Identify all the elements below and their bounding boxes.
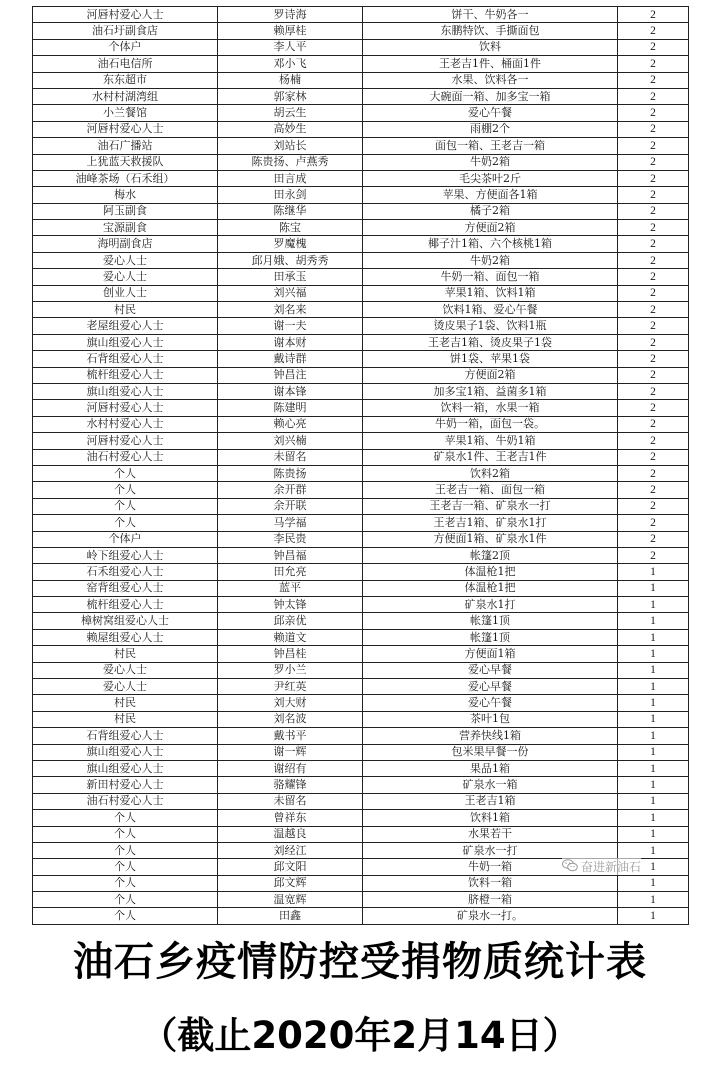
donor-org-cell: 新田村爱心人士 <box>33 777 218 793</box>
donor-org-cell: 爱心人士 <box>33 679 218 695</box>
donated-items-cell: 方便面2箱 <box>363 367 618 383</box>
donor-org-cell: 个人 <box>33 859 218 875</box>
donated-items-cell: 水果、饮料各一 <box>363 72 618 88</box>
donated-items-cell: 脐橙一箱 <box>363 892 618 908</box>
donor-org-cell: 上犹蓝天救援队 <box>33 154 218 170</box>
donor-name-cell: 谢绍有 <box>218 760 363 776</box>
table-row <box>33 498 689 514</box>
table-row <box>33 187 689 203</box>
donor-name-cell: 邱文辉 <box>218 875 363 891</box>
donated-items-cell: 矿泉水一打 <box>363 842 618 858</box>
table-row <box>33 482 689 498</box>
table-row <box>33 285 689 301</box>
donor-org-cell: 个人 <box>33 892 218 908</box>
count-cell: 2 <box>618 88 689 104</box>
donor-org-cell: 村民 <box>33 646 218 662</box>
donor-name-cell: 温越良 <box>218 826 363 842</box>
donated-items-cell: 包米果早餐一份 <box>363 744 618 760</box>
table-row <box>33 170 689 186</box>
count-cell: 2 <box>618 105 689 121</box>
count-cell: 1 <box>618 744 689 760</box>
count-cell: 2 <box>618 334 689 350</box>
donor-org-cell: 创业人士 <box>33 285 218 301</box>
donor-org-cell: 水村村湖湾组 <box>33 88 218 104</box>
donor-name-cell: 高妙生 <box>218 121 363 137</box>
table-row <box>33 433 689 449</box>
donated-items-cell: 饮料一箱，水果一箱 <box>363 400 618 416</box>
count-cell: 2 <box>618 7 689 23</box>
donated-items-cell: 橘子2箱 <box>363 203 618 219</box>
table-row <box>33 695 689 711</box>
donor-name-cell: 田永剑 <box>218 187 363 203</box>
count-cell: 1 <box>618 777 689 793</box>
table-row <box>33 679 689 695</box>
donor-name-cell: 刘名波 <box>218 711 363 727</box>
watermark <box>562 858 641 875</box>
donated-items-cell: 饮料一箱 <box>363 875 618 891</box>
donated-items-cell: 王老吉1件、桶面1件 <box>363 56 618 72</box>
count-cell: 2 <box>618 515 689 531</box>
count-cell: 2 <box>618 383 689 399</box>
donated-items-cell: 饮料 <box>363 39 618 55</box>
donor-name-cell: 邱亲优 <box>218 613 363 629</box>
donated-items-cell: 饮料1箱、爱心午餐 <box>363 302 618 318</box>
table-row <box>33 793 689 809</box>
donated-items-cell: 爱心午餐 <box>363 695 618 711</box>
donor-name-cell: 刘兴楠 <box>218 433 363 449</box>
count-cell: 2 <box>618 154 689 170</box>
donor-org-cell: 爱心人士 <box>33 662 218 678</box>
donor-name-cell: 赖厚桂 <box>218 23 363 39</box>
donor-name-cell: 胡云生 <box>218 105 363 121</box>
donor-name-cell: 杨楠 <box>218 72 363 88</box>
donated-items-cell: 营养快线1箱 <box>363 728 618 744</box>
watermark-text: 奋进新油石 <box>581 860 642 874</box>
donated-items-cell: 饮料1箱 <box>363 810 618 826</box>
donated-items-cell: 王老吉1箱、矿泉水1打 <box>363 515 618 531</box>
donated-items-cell: 大碗面一箱、加多宝一箱 <box>363 88 618 104</box>
donor-name-cell: 李民贵 <box>218 531 363 547</box>
table-row <box>33 777 689 793</box>
count-cell: 2 <box>618 351 689 367</box>
donated-items-cell: 烫皮果子1袋、饮料1瓶 <box>363 318 618 334</box>
donor-org-cell: 个人 <box>33 465 218 481</box>
donated-items-cell: 饼1袋、苹果1袋 <box>363 351 618 367</box>
count-cell: 1 <box>618 695 689 711</box>
count-cell: 2 <box>618 400 689 416</box>
donated-items-cell: 方便面1箱、矿泉水1件 <box>363 531 618 547</box>
donor-org-cell: 个人 <box>33 810 218 826</box>
donated-items-cell: 饼干、牛奶各一 <box>363 7 618 23</box>
count-cell: 2 <box>618 433 689 449</box>
count-cell: 2 <box>618 138 689 154</box>
count-cell: 1 <box>618 810 689 826</box>
donated-items-cell: 体温枪1把 <box>363 564 618 580</box>
donated-items-cell: 帐篷1顶 <box>363 613 618 629</box>
donor-org-cell: 个人 <box>33 515 218 531</box>
table-row <box>33 711 689 727</box>
donated-items-cell: 爱心午餐 <box>363 105 618 121</box>
table-row <box>33 400 689 416</box>
donor-org-cell: 旗山组爱心人士 <box>33 744 218 760</box>
donor-name-cell: 余开联 <box>218 498 363 514</box>
donor-name-cell: 戴诗群 <box>218 351 363 367</box>
donated-items-cell: 王老吉一箱、矿泉水一打 <box>363 498 618 514</box>
donor-name-cell: 田鑫 <box>218 908 363 924</box>
donor-name-cell: 钟昌桂 <box>218 646 363 662</box>
table-row <box>33 138 689 154</box>
table-row <box>33 892 689 908</box>
donor-name-cell: 刘名来 <box>218 302 363 318</box>
donor-name-cell: 未留名 <box>218 449 363 465</box>
table-row <box>33 531 689 547</box>
count-cell: 2 <box>618 498 689 514</box>
count-cell: 1 <box>618 892 689 908</box>
table-row <box>33 613 689 629</box>
donated-items-cell: 牛奶一箱 <box>363 859 618 875</box>
donor-name-cell: 邓小飞 <box>218 56 363 72</box>
donor-name-cell: 钟昌注 <box>218 367 363 383</box>
count-cell: 1 <box>618 908 689 924</box>
donor-org-cell: 油石村爱心人士 <box>33 793 218 809</box>
count-cell: 1 <box>618 629 689 645</box>
table-row <box>33 465 689 481</box>
donor-org-cell: 水村村爱心人士 <box>33 416 218 432</box>
table-row <box>33 826 689 842</box>
table-row <box>33 302 689 318</box>
count-cell: 2 <box>618 547 689 563</box>
table-row <box>33 121 689 137</box>
donor-org-cell: 窑背组爱心人士 <box>33 580 218 596</box>
table-row <box>33 23 689 39</box>
donation-table-body <box>33 7 689 925</box>
count-cell: 2 <box>618 252 689 268</box>
donated-items-cell: 矿泉水1件、王老吉1件 <box>363 449 618 465</box>
donor-org-cell: 个人 <box>33 482 218 498</box>
donor-name-cell: 戴书平 <box>218 728 363 744</box>
donor-name-cell: 曾祥东 <box>218 810 363 826</box>
count-cell: 2 <box>618 531 689 547</box>
donor-name-cell: 陈继华 <box>218 203 363 219</box>
count-cell: 1 <box>618 875 689 891</box>
count-cell: 1 <box>618 760 689 776</box>
donor-org-cell: 村民 <box>33 302 218 318</box>
donor-name-cell: 陈贵扬 <box>218 465 363 481</box>
table-row <box>33 236 689 252</box>
donor-org-cell: 宝源副食 <box>33 220 218 236</box>
donor-org-cell: 东东超市 <box>33 72 218 88</box>
donor-org-cell: 小兰餐馆 <box>33 105 218 121</box>
donor-name-cell: 马学福 <box>218 515 363 531</box>
count-cell: 1 <box>618 842 689 858</box>
donated-items-cell: 矿泉水一箱 <box>363 777 618 793</box>
table-row <box>33 416 689 432</box>
donated-items-cell: 体温枪1把 <box>363 580 618 596</box>
donor-name-cell: 刘经江 <box>218 842 363 858</box>
table-row <box>33 760 689 776</box>
donor-name-cell: 蓝平 <box>218 580 363 596</box>
count-cell: 2 <box>618 203 689 219</box>
donor-name-cell: 田言成 <box>218 170 363 186</box>
count-cell: 2 <box>618 482 689 498</box>
donated-items-cell: 果品1箱 <box>363 760 618 776</box>
count-cell: 2 <box>618 302 689 318</box>
table-row <box>33 646 689 662</box>
donor-org-cell: 旗山组爱心人士 <box>33 383 218 399</box>
donor-org-cell: 河唇村爱心人士 <box>33 121 218 137</box>
count-cell: 2 <box>618 449 689 465</box>
donor-name-cell: 陈宝 <box>218 220 363 236</box>
wechat-icon <box>562 859 578 875</box>
donor-org-cell: 海明副食店 <box>33 236 218 252</box>
donated-items-cell: 苹果1箱、饮料1箱 <box>363 285 618 301</box>
table-row <box>33 56 689 72</box>
donor-name-cell: 谢一夫 <box>218 318 363 334</box>
count-cell: 1 <box>618 597 689 613</box>
donor-org-cell: 梅水 <box>33 187 218 203</box>
donor-org-cell: 个人 <box>33 826 218 842</box>
table-row <box>33 515 689 531</box>
table-row <box>33 39 689 55</box>
donor-org-cell: 梳杆组爱心人士 <box>33 597 218 613</box>
donated-items-cell: 椰子汁1箱、六个核桃1箱 <box>363 236 618 252</box>
donor-name-cell: 余开群 <box>218 482 363 498</box>
donor-name-cell: 赖道文 <box>218 629 363 645</box>
count-cell: 2 <box>618 72 689 88</box>
donor-org-cell: 石背组爱心人士 <box>33 728 218 744</box>
donated-items-cell: 毛尖茶叶2斤 <box>363 170 618 186</box>
table-row <box>33 449 689 465</box>
count-cell: 2 <box>618 416 689 432</box>
donor-org-cell: 个人 <box>33 498 218 514</box>
donated-items-cell: 矿泉水1打 <box>363 597 618 613</box>
count-cell: 1 <box>618 859 689 875</box>
count-cell: 2 <box>618 318 689 334</box>
donor-org-cell: 赖屋组爱心人士 <box>33 629 218 645</box>
donor-name-cell: 谢一辉 <box>218 744 363 760</box>
donor-org-cell: 个人 <box>33 875 218 891</box>
donor-name-cell: 田承玉 <box>218 269 363 285</box>
donated-items-cell: 帐篷2顶 <box>363 547 618 563</box>
donor-org-cell: 爱心人士 <box>33 252 218 268</box>
donated-items-cell: 茶叶1包 <box>363 711 618 727</box>
donated-items-cell: 牛奶2箱 <box>363 154 618 170</box>
donor-name-cell: 陈贵扬、卢燕秀 <box>218 154 363 170</box>
donor-org-cell: 老屋组爱心人士 <box>33 318 218 334</box>
count-cell: 2 <box>618 187 689 203</box>
donor-name-cell: 温宽辉 <box>218 892 363 908</box>
donor-org-cell: 河唇村爱心人士 <box>33 400 218 416</box>
donor-name-cell: 郭家林 <box>218 88 363 104</box>
count-cell: 2 <box>618 39 689 55</box>
table-row <box>33 269 689 285</box>
donor-org-cell: 油峰茶场（石禾组） <box>33 170 218 186</box>
count-cell: 2 <box>618 367 689 383</box>
count-cell: 2 <box>618 285 689 301</box>
table-row <box>33 220 689 236</box>
count-cell: 1 <box>618 711 689 727</box>
donor-org-cell: 油石电信所 <box>33 56 218 72</box>
donor-name-cell: 罗诗海 <box>218 7 363 23</box>
count-cell: 2 <box>618 236 689 252</box>
donor-name-cell: 李人平 <box>218 39 363 55</box>
donor-org-cell: 旗山组爱心人士 <box>33 334 218 350</box>
donor-org-cell: 河唇村爱心人士 <box>33 433 218 449</box>
donor-name-cell: 邱月娥、胡秀秀 <box>218 252 363 268</box>
table-row <box>33 810 689 826</box>
donor-org-cell: 油石村爱心人士 <box>33 449 218 465</box>
donor-name-cell: 田允亮 <box>218 564 363 580</box>
count-cell: 1 <box>618 580 689 596</box>
table-row <box>33 154 689 170</box>
donated-items-cell: 爱心早餐 <box>363 679 618 695</box>
count-cell: 2 <box>618 56 689 72</box>
donated-items-cell: 面包一箱、王老吉一箱 <box>363 138 618 154</box>
donor-name-cell: 陈建明 <box>218 400 363 416</box>
page-subtitle: （截止2020年2月14日） <box>140 1014 580 1057</box>
count-cell: 2 <box>618 170 689 186</box>
table-row <box>33 88 689 104</box>
donated-items-cell: 爱心早餐 <box>363 662 618 678</box>
donor-org-cell: 油石圩副食店 <box>33 23 218 39</box>
donated-items-cell: 方便面1箱 <box>363 646 618 662</box>
donor-name-cell: 谢本财 <box>218 334 363 350</box>
donated-items-cell: 水果若干 <box>363 826 618 842</box>
donor-org-cell: 石禾组爱心人士 <box>33 564 218 580</box>
donated-items-cell: 苹果、方便面各1箱 <box>363 187 618 203</box>
table-row <box>33 547 689 563</box>
donor-org-cell: 阿玉副食 <box>33 203 218 219</box>
table-row <box>33 334 689 350</box>
donor-org-cell: 村民 <box>33 711 218 727</box>
donated-items-cell: 王老吉1箱、烫皮果子1袋 <box>363 334 618 350</box>
donated-items-cell: 牛奶一箱、面包一箱 <box>363 269 618 285</box>
donor-name-cell: 邱文阳 <box>218 859 363 875</box>
donor-name-cell: 刘大财 <box>218 695 363 711</box>
table-row <box>33 564 689 580</box>
table-row <box>33 203 689 219</box>
donor-name-cell: 罗小兰 <box>218 662 363 678</box>
table-row <box>33 580 689 596</box>
count-cell: 1 <box>618 793 689 809</box>
table-row <box>33 351 689 367</box>
donor-name-cell: 赖心亮 <box>218 416 363 432</box>
donor-name-cell: 未留名 <box>218 793 363 809</box>
table-row <box>33 318 689 334</box>
table-row <box>33 105 689 121</box>
table-row <box>33 72 689 88</box>
count-cell: 1 <box>618 679 689 695</box>
donated-items-cell: 饮料2箱 <box>363 465 618 481</box>
donor-org-cell: 个人 <box>33 908 218 924</box>
table-row <box>33 597 689 613</box>
donor-org-cell: 河唇村爱心人士 <box>33 7 218 23</box>
count-cell: 2 <box>618 465 689 481</box>
count-cell: 2 <box>618 121 689 137</box>
count-cell: 1 <box>618 564 689 580</box>
donor-org-cell: 油石广播站 <box>33 138 218 154</box>
table-row <box>33 7 689 23</box>
count-cell: 2 <box>618 220 689 236</box>
donor-name-cell: 尹红英 <box>218 679 363 695</box>
count-cell: 2 <box>618 23 689 39</box>
donor-org-cell: 梳杆组爱心人士 <box>33 367 218 383</box>
donor-name-cell: 钟太锋 <box>218 597 363 613</box>
donor-org-cell: 个体户 <box>33 39 218 55</box>
count-cell: 1 <box>618 662 689 678</box>
donated-items-cell: 雨棚2个 <box>363 121 618 137</box>
table-row <box>33 744 689 760</box>
donation-table <box>32 6 689 925</box>
donated-items-cell: 王老吉1箱 <box>363 793 618 809</box>
donated-items-cell: 东鹏特饮、手撕面包 <box>363 23 618 39</box>
table-row <box>33 908 689 924</box>
count-cell: 2 <box>618 269 689 285</box>
table-row <box>33 367 689 383</box>
donor-org-cell: 爱心人士 <box>33 269 218 285</box>
count-cell: 1 <box>618 826 689 842</box>
table-row <box>33 875 689 891</box>
count-cell: 1 <box>618 728 689 744</box>
donor-org-cell: 个人 <box>33 842 218 858</box>
table-row <box>33 629 689 645</box>
donated-items-cell: 苹果1箱、牛奶1箱 <box>363 433 618 449</box>
donor-org-cell: 个体户 <box>33 531 218 547</box>
donor-name-cell: 钟昌福 <box>218 547 363 563</box>
donor-org-cell: 樟树窝组爱心人士 <box>33 613 218 629</box>
donated-items-cell: 帐篷1顶 <box>363 629 618 645</box>
count-cell: 1 <box>618 613 689 629</box>
donor-name-cell: 刘站长 <box>218 138 363 154</box>
count-cell: 1 <box>618 646 689 662</box>
donor-name-cell: 谢本锋 <box>218 383 363 399</box>
table-row <box>33 252 689 268</box>
donor-org-cell: 村民 <box>33 695 218 711</box>
donor-name-cell: 骆耀锋 <box>218 777 363 793</box>
page-title: 油石乡疫情防控受捐物质统计表 <box>73 939 647 985</box>
table-row <box>33 662 689 678</box>
table-row <box>33 728 689 744</box>
donor-org-cell: 岭下组爱心人士 <box>33 547 218 563</box>
donated-items-cell: 王老吉一箱、面包一箱 <box>363 482 618 498</box>
table-row <box>33 383 689 399</box>
donated-items-cell: 方便面2箱 <box>363 220 618 236</box>
donated-items-cell: 矿泉水一打。 <box>363 908 618 924</box>
donor-org-cell: 石背组爱心人士 <box>33 351 218 367</box>
donor-name-cell: 罗魔槐 <box>218 236 363 252</box>
table-row <box>33 842 689 858</box>
donated-items-cell: 加多宝1箱、益菌多1箱 <box>363 383 618 399</box>
donor-org-cell: 旗山组爱心人士 <box>33 760 218 776</box>
donated-items-cell: 牛奶2箱 <box>363 252 618 268</box>
donation-table-wrapper <box>32 6 688 925</box>
donated-items-cell: 牛奶一箱，面包一袋。 <box>363 416 618 432</box>
donor-name-cell: 刘兴福 <box>218 285 363 301</box>
